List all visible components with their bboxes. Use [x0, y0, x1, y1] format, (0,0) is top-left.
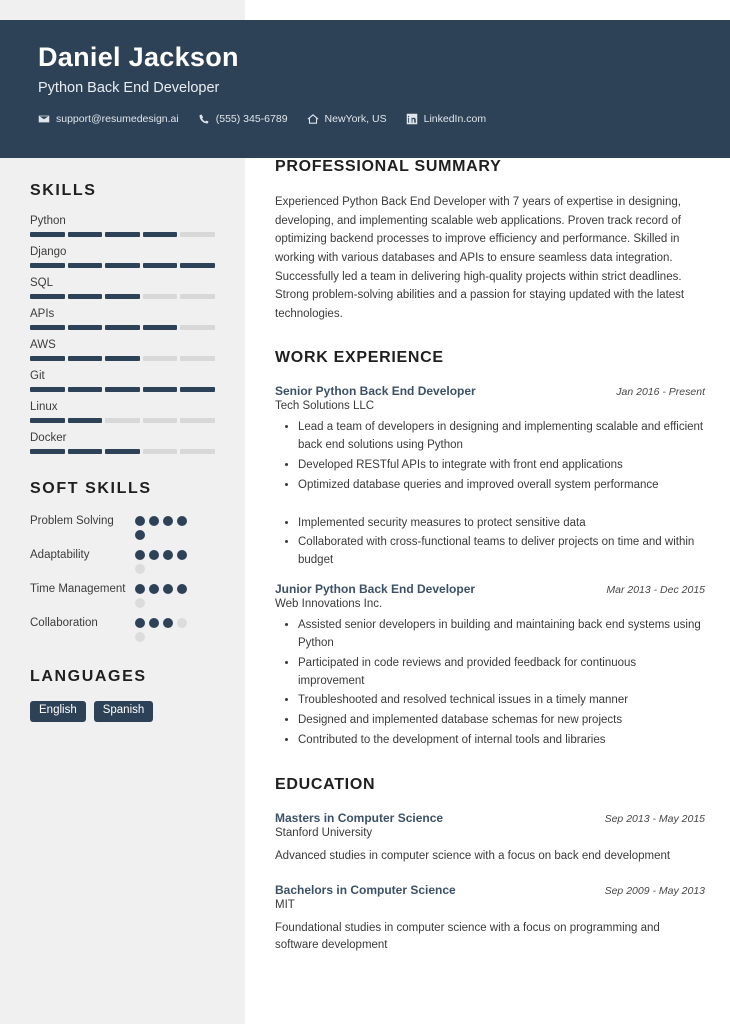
skill-bar-segment [180, 263, 215, 268]
skill-bar-segment [105, 356, 140, 361]
skill-label: AWS [30, 339, 56, 351]
entry-header [275, 384, 705, 398]
rating-dot [135, 550, 145, 560]
skill-bar-segment [68, 325, 103, 330]
soft-skill-rating [135, 513, 197, 540]
skill-bar-segment [30, 418, 65, 423]
skill-bar-segment [30, 325, 65, 330]
skill-bar-segment [105, 325, 140, 330]
skill-bar-segment [105, 449, 140, 454]
experience-heading: WORK EXPERIENCE [275, 349, 444, 367]
rating-dot [135, 530, 145, 540]
job-bullet-list [275, 617, 705, 750]
degree-date: Sep 2013 - May 2015 [604, 812, 705, 825]
experience-entry [275, 384, 705, 570]
language-chip: Spanish [94, 701, 154, 722]
candidate-name: Daniel Jackson [38, 42, 239, 72]
skill-item [30, 308, 215, 330]
rating-dot [135, 516, 145, 526]
skill-item [30, 277, 215, 299]
skill-bar-segment [180, 294, 215, 299]
job-bullet: • Designed and implemented database schemas for new projects [298, 712, 705, 730]
school-name: MIT [275, 898, 295, 911]
contact-linkedin-text: LinkedIn.com [423, 113, 487, 126]
skill-level-bar [30, 387, 215, 392]
contact-email-text: support@resumedesign.ai [56, 113, 179, 126]
rating-dot [135, 632, 145, 642]
skill-bar-segment [68, 232, 103, 237]
soft-skill-rating [135, 581, 197, 608]
skill-bar-segment [105, 418, 140, 423]
skill-level-bar [30, 449, 215, 454]
skill-bar-segment [68, 418, 103, 423]
soft-skill-label: Time Management [30, 583, 126, 595]
skill-bar-segment [143, 356, 178, 361]
job-company: Web Innovations Inc. [275, 598, 383, 611]
education-entry [275, 883, 705, 956]
skills-heading: SKILLS [30, 182, 97, 199]
skill-item [30, 432, 215, 454]
home-icon [307, 113, 319, 125]
skill-bar-segment [30, 387, 65, 392]
skill-bar-segment [30, 449, 65, 454]
skill-label: APIs [30, 308, 55, 320]
rating-dot [163, 550, 173, 560]
soft-skill-item [30, 581, 215, 608]
job-date: Mar 2013 - Dec 2015 [606, 584, 705, 597]
skill-bar-segment [180, 387, 215, 392]
skill-bar-segment [68, 356, 103, 361]
summary-heading: PROFESSIONAL SUMMARY [275, 158, 502, 175]
job-company: Tech Solutions LLC [275, 400, 375, 413]
contact-email[interactable] [38, 113, 179, 125]
entry-header [275, 582, 705, 596]
soft-skill-item [30, 547, 215, 574]
rating-dot [177, 618, 187, 628]
contact-location[interactable] [307, 113, 387, 125]
skill-item [30, 370, 215, 392]
contact-linkedin[interactable] [406, 113, 486, 125]
skill-bar-segment [143, 387, 178, 392]
skill-level-bar [30, 325, 215, 330]
rating-dot [163, 618, 173, 628]
skill-bar-segment [30, 294, 65, 299]
skill-bar-segment [105, 263, 140, 268]
skill-item [30, 215, 215, 237]
experience-list [275, 384, 705, 749]
rating-dot [149, 584, 159, 594]
skill-bar-segment [143, 449, 178, 454]
sidebar [0, 158, 245, 722]
entry-header [275, 883, 705, 897]
job-bullet: • Developed RESTful APIs to integrate with front end applications [298, 457, 705, 475]
skill-bar-segment [143, 232, 178, 237]
skills-list [30, 215, 215, 454]
main-column [275, 158, 705, 972]
job-bullet-list [275, 419, 705, 494]
rating-dot [177, 550, 187, 560]
job-bullet: • Implemented security measures to protect sensitive data [298, 515, 705, 533]
degree-title[interactable]: Masters in Computer Science [275, 810, 444, 825]
rating-dot [149, 550, 159, 560]
rating-dot [177, 584, 187, 594]
skill-label: Linux [30, 401, 58, 413]
skill-bar-segment [105, 387, 140, 392]
job-bullet: • Participated in code reviews and provided feedback for continuous improvement [298, 655, 705, 691]
job-title[interactable]: Senior Python Back End Developer [275, 384, 476, 399]
rating-dot [135, 584, 145, 594]
contact-location-text: NewYork, US [324, 113, 387, 126]
skill-bar-segment [30, 263, 65, 268]
contact-row [38, 113, 730, 125]
skill-level-bar [30, 263, 215, 268]
job-title[interactable]: Junior Python Back End Developer [275, 582, 476, 597]
degree-title[interactable]: Bachelors in Computer Science [275, 882, 456, 897]
experience-entry [275, 582, 705, 750]
soft-skill-label: Adaptability [30, 549, 90, 561]
rating-dot [135, 618, 145, 628]
skill-bar-segment [143, 325, 178, 330]
rating-dot [177, 516, 187, 526]
skill-level-bar [30, 232, 215, 237]
education-entry [275, 811, 705, 866]
skill-bar-segment [143, 263, 178, 268]
skill-item [30, 401, 215, 423]
bullet-group-spacer [275, 497, 705, 508]
rating-dot [163, 516, 173, 526]
skill-bar-segment [68, 449, 103, 454]
skill-bar-segment [180, 418, 215, 423]
skill-bar-segment [180, 356, 215, 361]
resume-header [0, 20, 730, 158]
degree-description: Advanced studies in computer science with a focus on back end development [275, 849, 671, 862]
soft-skill-item [30, 513, 215, 540]
skill-label: SQL [30, 277, 54, 289]
rating-dot [149, 516, 159, 526]
skill-label: Python [30, 215, 66, 227]
job-bullet: • Lead a team of developers in designing and implementing scalable and efficient back end solutions using Python [298, 419, 705, 455]
candidate-role: Python Back End Developer [38, 80, 220, 97]
skill-bar-segment [180, 232, 215, 237]
skill-bar-segment [105, 294, 140, 299]
envelope-icon [38, 113, 50, 125]
skill-bar-segment [180, 325, 215, 330]
entry-header [275, 811, 705, 825]
school-name: Stanford University [275, 826, 373, 839]
phone-icon [198, 113, 210, 125]
soft-skill-item [30, 615, 215, 642]
job-bullet: • Assisted senior developers in building and maintaining back end systems using Python [298, 617, 705, 653]
soft-skill-rating [135, 615, 197, 642]
skill-label: Git [30, 370, 45, 382]
skill-label: Django [30, 246, 67, 258]
skill-bar-segment [68, 387, 103, 392]
language-chip: English [30, 701, 86, 722]
soft-skill-rating [135, 547, 197, 574]
soft-skills-list [30, 513, 215, 642]
skill-bar-segment [143, 294, 178, 299]
languages-list [30, 701, 215, 722]
education-heading: EDUCATION [275, 775, 376, 793]
job-bullet: • Optimized database queries and improved overall system performance [298, 477, 705, 495]
skill-bar-segment [30, 356, 65, 361]
skill-label: Docker [30, 432, 67, 444]
skill-item [30, 339, 215, 361]
skill-bar-segment [30, 232, 65, 237]
skill-level-bar [30, 356, 215, 361]
job-bullet: • Troubleshooted and resolved technical issues in a timely manner [298, 692, 705, 710]
contact-phone[interactable] [198, 113, 288, 125]
rating-dot [135, 598, 145, 608]
job-bullet: • Contributed to the development of internal tools and libraries [298, 732, 705, 750]
soft-skills-heading: SOFT SKILLS [30, 480, 152, 497]
degree-date: Sep 2009 - May 2013 [604, 884, 705, 897]
degree-description: Foundational studies in computer science with a focus on programming and software development [275, 921, 660, 952]
summary-text: Experienced Python Back End Developer with 7 years of expertise in designing, developing, and implementing scalable web applications. Proven track record of optimizing backend processes to improve efficiency and performance. Skilled in working with various databases and APIs to ensure seamless data integration. Successfully led a team in delivering high-quality projects within strict deadlines. Strong problem-solving abilities and a passion for staying updated with the latest technologies. [275, 196, 685, 320]
soft-skill-label: Collaboration [30, 617, 98, 629]
skill-level-bar [30, 418, 215, 423]
skill-bar-segment [68, 263, 103, 268]
job-date: Jan 2016 - Present [616, 386, 705, 399]
skill-bar-segment [180, 449, 215, 454]
linkedin-icon [406, 113, 418, 125]
skill-bar-segment [105, 232, 140, 237]
rating-dot [163, 584, 173, 594]
languages-heading: LANGUAGES [30, 668, 147, 685]
education-list [275, 811, 705, 955]
contact-phone-text: (555) 345-6789 [215, 113, 288, 126]
rating-dot [135, 564, 145, 574]
skill-bar-segment [68, 294, 103, 299]
soft-skill-label: Problem Solving [30, 515, 114, 527]
job-bullet: • Collaborated with cross-functional teams to deliver projects on time and within budget [298, 534, 705, 570]
rating-dot [149, 618, 159, 628]
job-bullet-list [275, 515, 705, 570]
skill-bar-segment [143, 418, 178, 423]
skill-item [30, 246, 215, 268]
skill-level-bar [30, 294, 215, 299]
